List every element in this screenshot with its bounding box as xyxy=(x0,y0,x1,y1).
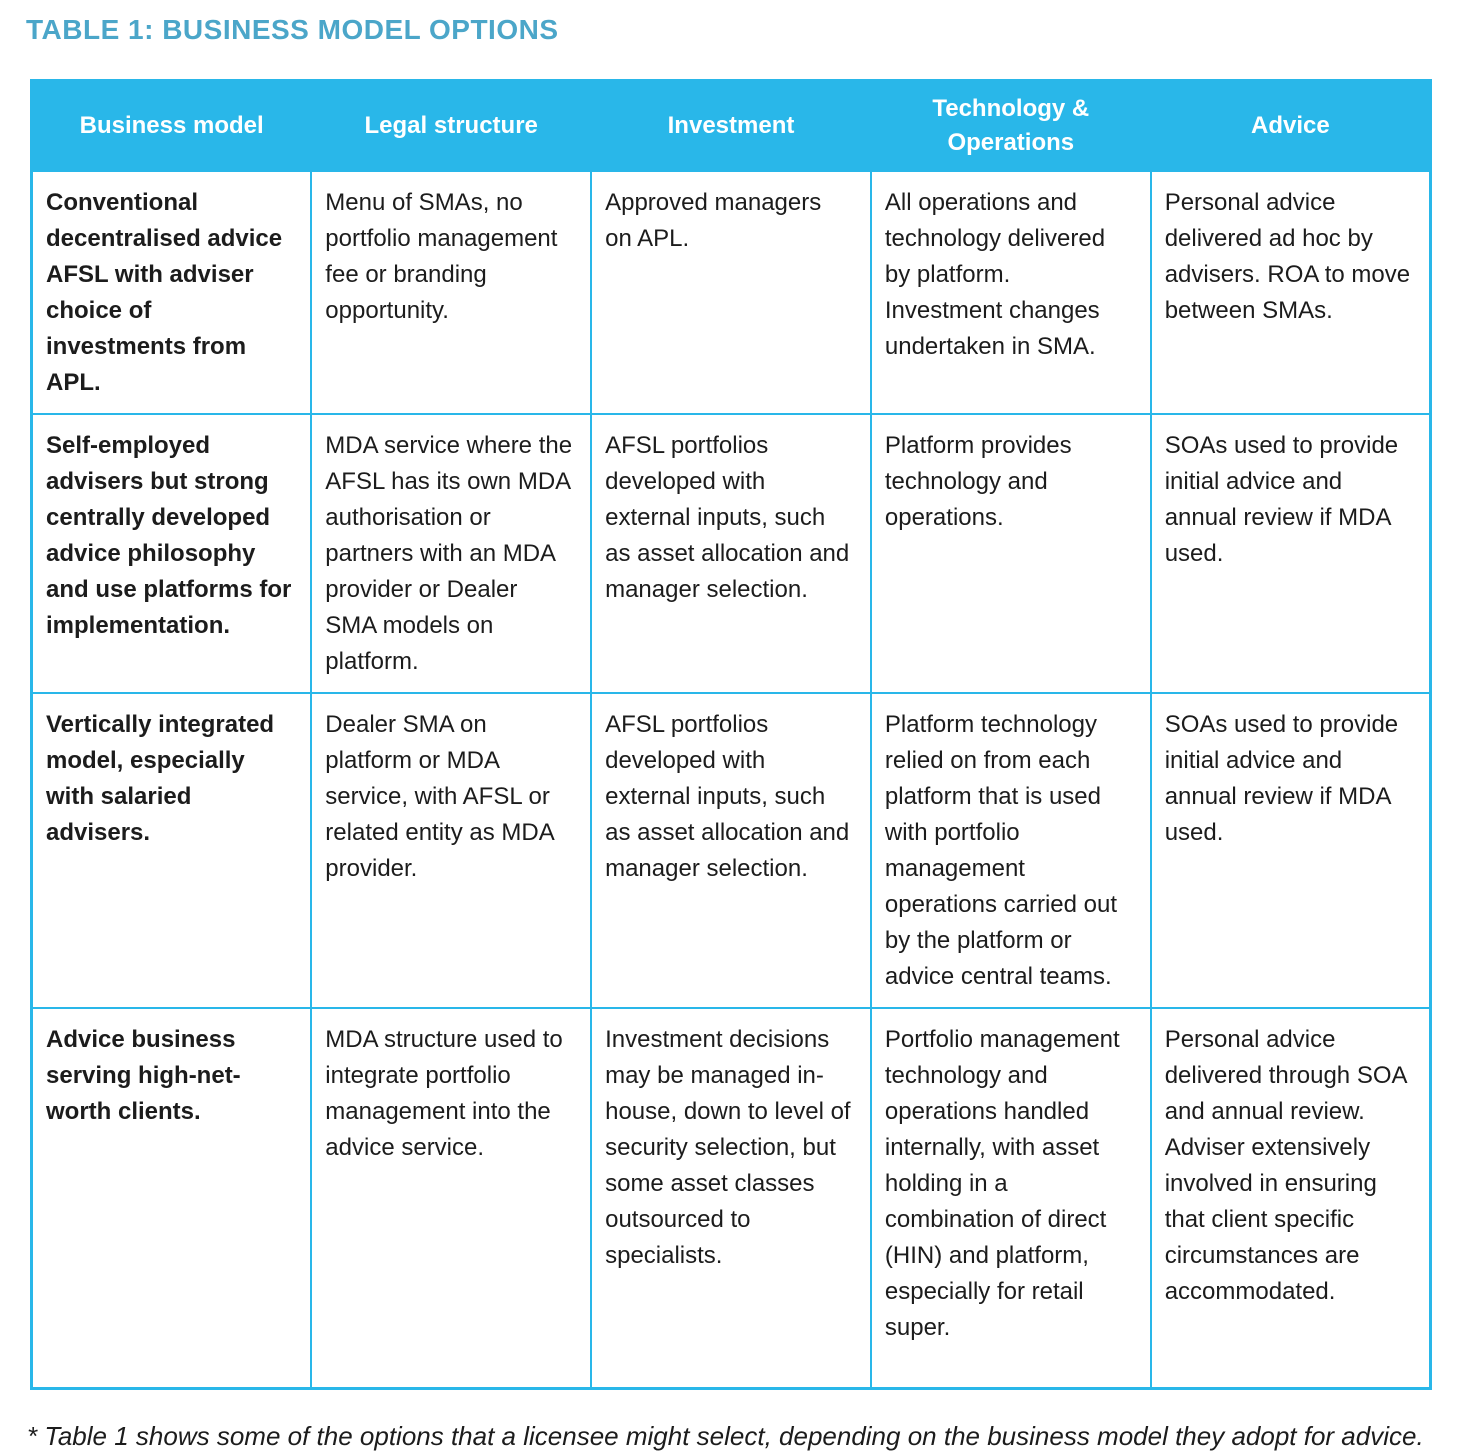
table-cell-legal-structure: Menu of SMAs, no portfolio management fee or branding opportunity. xyxy=(311,171,591,414)
table-cell-advice: SOAs used to provide initial advice and annual review if MDA used. xyxy=(1151,414,1431,693)
table-cell-technology-operations: Platform technology relied on from each platform that is used with portfolio management operations carried out by the platform or advice central teams. xyxy=(871,693,1151,1008)
table-cell-investment: Investment decisions may be managed in-house, down to level of security selection, but some asset classes outsourced to specialists. xyxy=(591,1008,871,1388)
table-header-row xyxy=(32,81,1431,172)
table-row xyxy=(32,693,1431,1008)
table-cell-advice: Personal advice delivered through SOA and annual review. Adviser extensively involved in ensuring that client specific circumstances are accommodated. xyxy=(1151,1008,1431,1388)
table-cell-business-model: Vertically integrated model, especially with salaried advisers. xyxy=(32,693,312,1008)
table-cell-business-model: Advice business serving high-net-worth clients. xyxy=(32,1008,312,1388)
header-cell-legal-structure: Legal structure xyxy=(311,81,591,172)
table-cell-legal-structure: MDA structure used to integrate portfolio management into the advice service. xyxy=(311,1008,591,1388)
table-cell-technology-operations: Portfolio management technology and operations handled internally, with asset holding in a combination of direct (HIN) and platform, especially for retail super. xyxy=(871,1008,1151,1388)
table-row xyxy=(32,171,1431,414)
page xyxy=(0,14,1460,1451)
table-cell-business-model: Conventional decentralised advice AFSL with adviser choice of investments from APL. xyxy=(32,171,312,414)
table-cell-advice: SOAs used to provide initial advice and annual review if MDA used. xyxy=(1151,693,1431,1008)
header-cell-technology-operations: Technology & Operations xyxy=(871,81,1151,172)
table-cell-technology-operations: All operations and technology delivered by platform. Investment changes undertaken in SMA. xyxy=(871,171,1151,414)
header-cell-investment: Investment xyxy=(591,81,871,172)
table-row xyxy=(32,1008,1431,1388)
table-cell-investment: Approved managers on APL. xyxy=(591,171,871,414)
table-cell-investment: AFSL portfolios developed with external inputs, such as asset allocation and manager selection. xyxy=(591,414,871,693)
table-cell-advice: Personal advice delivered ad hoc by advisers. ROA to move between SMAs. xyxy=(1151,171,1431,414)
table-cell-investment: AFSL portfolios developed with external inputs, such as asset allocation and manager selection. xyxy=(591,693,871,1008)
header-cell-business-model: Business model xyxy=(32,81,312,172)
table-cell-legal-structure: Dealer SMA on platform or MDA service, with AFSL or related entity as MDA provider. xyxy=(311,693,591,1008)
table-cell-legal-structure: MDA service where the AFSL has its own MDA authorisation or partners with an MDA provider or Dealer SMA models on platform. xyxy=(311,414,591,693)
table-title: TABLE 1: BUSINESS MODEL OPTIONS xyxy=(26,14,559,45)
table-cell-technology-operations: Platform provides technology and operations. xyxy=(871,414,1151,693)
header-cell-advice: Advice xyxy=(1151,81,1431,172)
table-row xyxy=(32,414,1431,693)
table-footnote: * Table 1 shows some of the options that a licensee might select, depending on the business model they adopt for advice. xyxy=(27,1420,1424,1451)
business-model-options-table xyxy=(30,79,1432,1390)
table-cell-business-model: Self-employed advisers but strong centrally developed advice philosophy and use platforms for implementation. xyxy=(32,414,312,693)
